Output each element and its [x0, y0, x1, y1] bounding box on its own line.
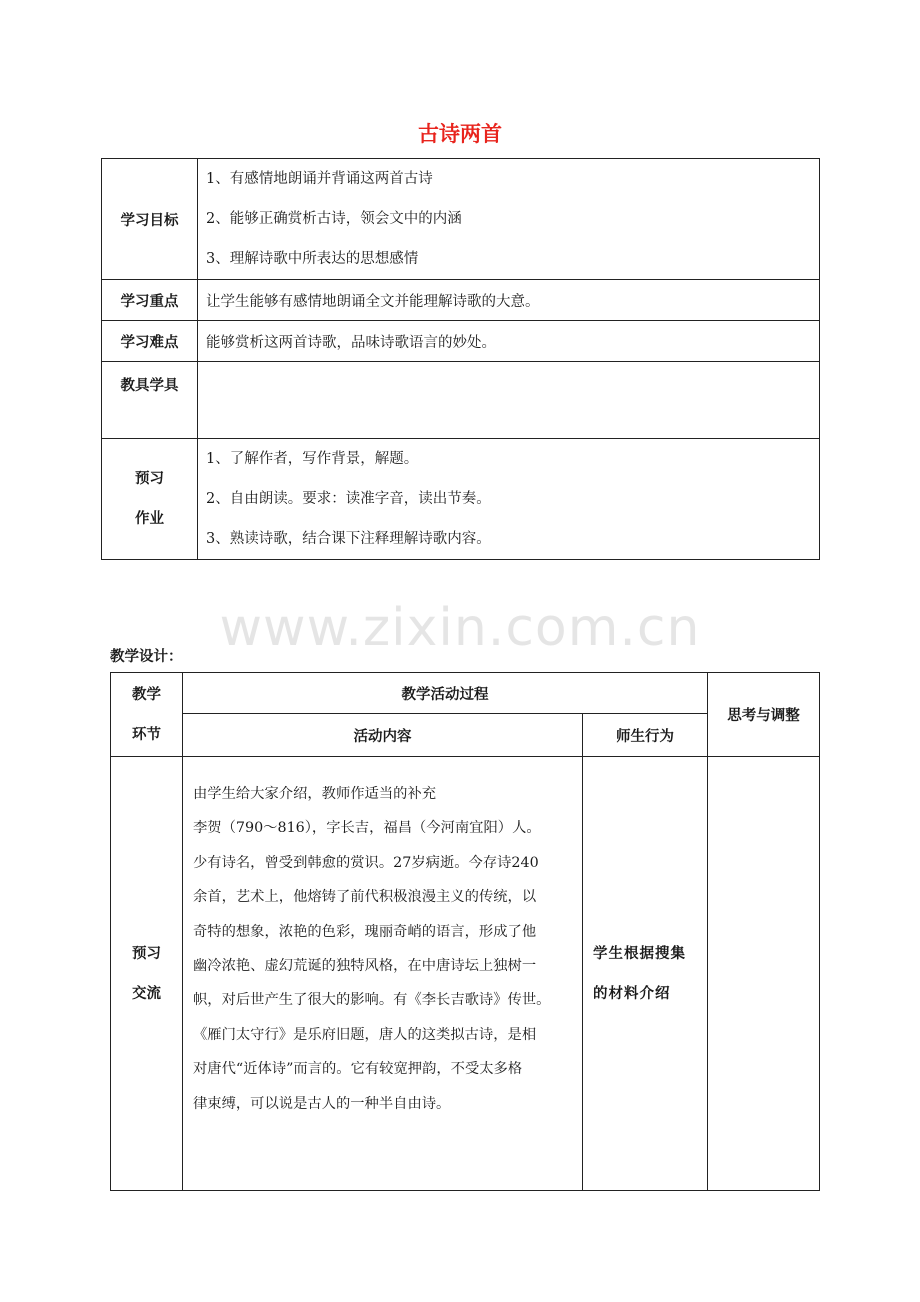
col-process-header: 教学活动过程: [183, 673, 708, 714]
homework-cell: [198, 439, 820, 560]
focus-text: 让学生能够有感情地朗诵全文并能理解诗歌的大意。: [198, 280, 820, 321]
content-line: 少有诗名，曾受到韩愈的赏识。27岁病逝。今存诗240: [193, 854, 539, 871]
col-behavior-header: 师生行为: [583, 714, 708, 757]
content-line: 律束缚，可以说是古人的一种半自由诗。: [193, 1095, 451, 1112]
tools-text: [198, 362, 820, 439]
content-line: 奇特的想象，浓艳的色彩，瑰丽奇峭的语言，形成了他: [193, 923, 537, 940]
behavior-cell: [583, 757, 708, 1191]
design-label: 教学设计：: [110, 649, 183, 665]
content-line: 由学生给大家介绍，教师作适当的补充: [193, 786, 437, 802]
col-stage-line: 环节: [132, 726, 161, 743]
behavior-line: 的材料介绍: [593, 985, 671, 1002]
goal-item: 1、有感情地朗诵并背诵这两首古诗: [206, 171, 433, 187]
content-line: 《雁门太守行》是乐府旧题，唐人的这类拟古诗，是相: [193, 1026, 537, 1043]
goals-cell: [198, 159, 820, 280]
page-title: 古诗两首: [418, 122, 502, 146]
content-line: 余首，艺术上，他熔铸了前代积极浪漫主义的传统，以: [193, 889, 537, 906]
content-line: 对唐代“近体诗”而言的。它有较宽押韵，不受太多格: [193, 1061, 523, 1078]
homework-label-line: 预习: [135, 471, 164, 487]
goals-label: 学习目标: [102, 159, 198, 280]
homework-item: 2、自由朗读。要求：读准字音，读出节奏。: [206, 491, 491, 507]
tools-label: 教具学具: [102, 362, 198, 439]
content-line: 幽冷浓艳、虚幻荒诞的独特风格，在中唐诗坛上独树一: [193, 958, 537, 975]
stage-line: 预习: [132, 945, 161, 962]
focus-label: 学习重点: [102, 280, 198, 321]
col-reflect-header: 思考与调整: [708, 673, 820, 757]
col-stage-header: [111, 673, 183, 757]
content-line: 帜，对后世产生了很大的影响。有《李长吉歌诗》传世。: [193, 992, 551, 1009]
homework-label: [102, 439, 198, 560]
homework-item: 1、了解作者，写作背景，解题。: [206, 451, 419, 467]
overview-table: [101, 158, 820, 560]
homework-item: 3、熟读诗歌，结合课下注释理解诗歌内容。: [206, 531, 491, 547]
goal-item: 3、理解诗歌中所表达的思想感情: [206, 251, 419, 267]
design-table: [110, 672, 820, 1191]
content-line: 李贺（790～816），字长吉，福昌（今河南宜阳）人。: [193, 820, 541, 837]
watermark: www.zixin.com.cn: [219, 598, 701, 658]
behavior-line: 学生根据搜集: [593, 945, 686, 962]
col-stage-line: 教学: [132, 686, 161, 703]
homework-label-line: 作业: [135, 511, 164, 527]
reflect-cell: [708, 757, 820, 1191]
difficulty-text: 能够赏析这两首诗歌，品味诗歌语言的妙处。: [198, 321, 820, 362]
goal-item: 2、能够正确赏析古诗，领会文中的内涵: [206, 211, 462, 227]
stage-line: 交流: [132, 985, 161, 1002]
activity-content: [183, 757, 583, 1191]
col-content-header: 活动内容: [183, 714, 583, 757]
stage-cell: [111, 757, 183, 1191]
difficulty-label: 学习难点: [102, 321, 198, 362]
